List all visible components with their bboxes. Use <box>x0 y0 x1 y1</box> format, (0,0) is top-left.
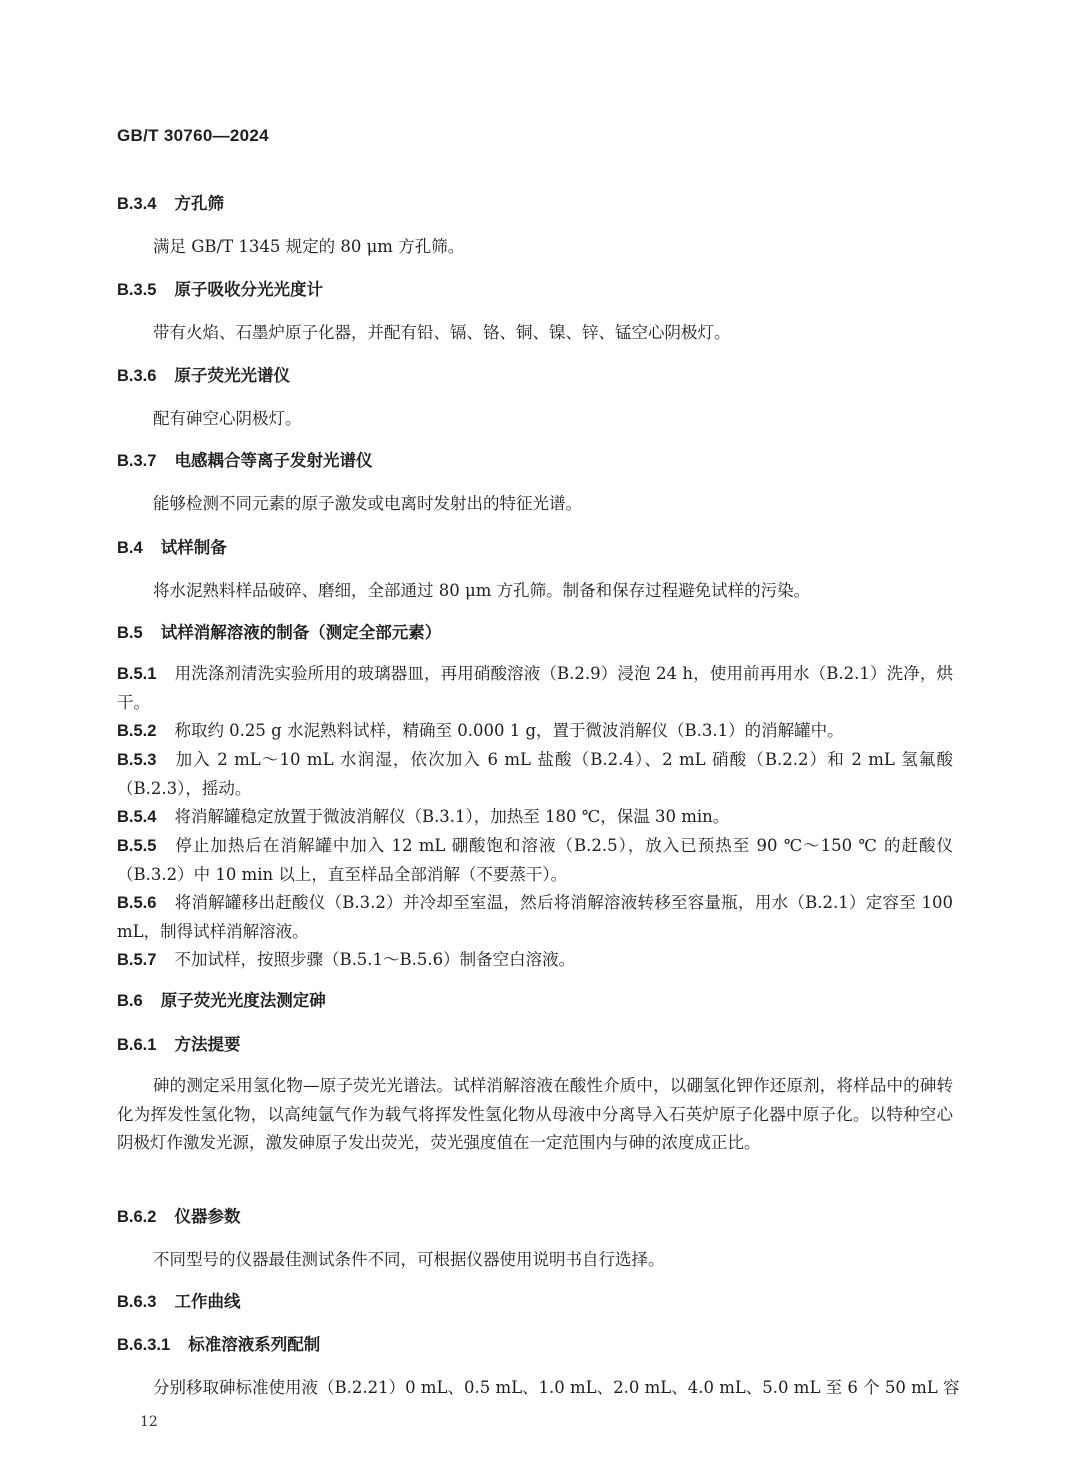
heading-number: B.6.3.1 <box>117 1336 171 1354</box>
item-text: 将消解罐移出赶酸仪（B.3.2）并冷却至室温，然后将消解溶液转移至容量瓶，用水（B.2.1）定容至 100 mL，制得试样消解溶液。 <box>117 893 953 941</box>
heading-b34 <box>117 192 224 216</box>
paragraph-b631: 分别移取砷标准使用液（B.2.21）0 mL、0.5 mL、1.0 mL、2.0 mL、4.0 mL、5.0 mL 至 6 个 50 mL 容 <box>153 1378 960 1397</box>
heading-number: B.6 <box>117 992 143 1010</box>
item-number: B.5.3 <box>117 751 157 769</box>
item-text: 停止加热后在消解罐中加入 12 mL 硼酸饱和溶液（B.2.5），放入已预热至 90 ℃～150 ℃ 的赶酸仪（B.3.2）中 10 min 以上，直至样品全部消解（不要蒸干）。 <box>117 836 953 884</box>
list-item-b56 <box>117 889 953 946</box>
heading-title: 试样制备 <box>160 538 227 557</box>
item-number: B.5.6 <box>117 894 157 912</box>
heading-b35 <box>117 278 323 302</box>
heading-title: 仪器参数 <box>174 1207 241 1226</box>
list-item-b55 <box>117 832 953 889</box>
heading-number: B.4 <box>117 539 143 557</box>
heading-b36 <box>117 364 290 388</box>
list-item-b53 <box>117 746 953 803</box>
item-text: 加入 2 mL～10 mL 水润湿，依次加入 6 mL 盐酸（B.2.4）、2 mL 硝酸（B.2.2）和 2 mL 氢氟酸（B.2.3），摇动。 <box>117 750 953 798</box>
standard-code: GB/T 30760—2024 <box>117 126 269 145</box>
list-item-b51 <box>117 660 953 717</box>
paragraph-b37: 能够检测不同元素的原子激发或电离时发射出的特征光谱。 <box>153 494 582 513</box>
heading-number: B.3.4 <box>117 195 157 213</box>
paragraph-b36: 配有砷空心阴极灯。 <box>153 409 302 428</box>
list-item-b57 <box>117 946 953 975</box>
item-number: B.5.4 <box>117 808 157 826</box>
page-number: 12 <box>140 1414 158 1430</box>
heading-title: 标准溶液系列配制 <box>188 1335 321 1354</box>
item-number: B.5.7 <box>117 951 157 969</box>
heading-number: B.6.1 <box>117 1036 157 1054</box>
heading-b631 <box>117 1333 320 1357</box>
heading-b5 <box>117 621 441 645</box>
paragraph-b35: 带有火焰、石墨炉原子化器，并配有铅、镉、铬、铜、镍、锌、锰空心阴极灯。 <box>153 323 731 342</box>
heading-title: 方法提要 <box>174 1035 241 1054</box>
heading-title: 原子荧光光度法测定砷 <box>160 991 326 1010</box>
heading-b6 <box>117 989 326 1013</box>
heading-number: B.5 <box>117 624 143 642</box>
heading-title: 原子吸收分光光度计 <box>174 280 323 299</box>
heading-title: 工作曲线 <box>174 1292 241 1311</box>
heading-number: B.3.6 <box>117 367 157 385</box>
heading-number: B.6.2 <box>117 1208 157 1226</box>
paragraph-b34: 满足 GB/T 1345 规定的 80 μm 方孔筛。 <box>153 237 465 256</box>
item-text: 称取约 0.25 g 水泥熟料试样，精确至 0.000 1 g，置于微波消解仪（B.3.1）的消解罐中。 <box>174 721 844 740</box>
heading-b4 <box>117 536 227 560</box>
paragraph-b62: 不同型号的仪器最佳测试条件不同，可根据仪器使用说明书自行选择。 <box>153 1250 665 1269</box>
heading-b63 <box>117 1290 240 1314</box>
item-text: 用洗涤剂清洗实验所用的玻璃器皿，再用硝酸溶液（B.2.9）浸泡 24 h，使用前再用水（B.2.1）洗净，烘干。 <box>117 664 953 712</box>
heading-number: B.3.7 <box>117 452 157 470</box>
heading-title: 电感耦合等离子发射光谱仪 <box>174 451 373 470</box>
heading-number: B.3.5 <box>117 281 157 299</box>
item-number: B.5.5 <box>117 837 157 855</box>
paragraph-b61: 砷的测定采用氢化物—原子荧光光谱法。试样消解溶液在酸性介质中，以硼氢化钾作还原剂，将样品中的砷转化为挥发性氢化物，以高纯氩气作为载气将挥发性氢化物从母液中分离导入石英炉原子化器中原子化。以特种空心阴极灯作激发光源，激发砷原子发出荧光，荧光强度值在一定范围内与砷的浓度成正比。 <box>117 1076 953 1152</box>
list-item-b52 <box>117 717 953 746</box>
item-text: 将消解罐稳定放置于微波消解仪（B.3.1），加热至 180 ℃，保温 30 min。 <box>174 807 730 826</box>
heading-title: 原子荧光光谱仪 <box>174 366 290 385</box>
item-number: B.5.1 <box>117 665 157 683</box>
heading-number: B.6.3 <box>117 1293 157 1311</box>
item-number: B.5.2 <box>117 722 157 740</box>
item-text: 不加试样，按照步骤（B.5.1～B.5.6）制备空白溶液。 <box>174 950 576 969</box>
heading-b62 <box>117 1205 240 1229</box>
heading-title: 方孔筛 <box>174 194 224 213</box>
heading-b61 <box>117 1033 240 1057</box>
paragraph-b4: 将水泥熟料样品破碎、磨细，全部通过 80 μm 方孔筛。制备和保存过程避免试样的污染。 <box>153 581 811 600</box>
heading-b37 <box>117 449 372 473</box>
list-item-b54 <box>117 803 953 832</box>
heading-title: 试样消解溶液的制备（测定全部元素） <box>160 623 442 642</box>
